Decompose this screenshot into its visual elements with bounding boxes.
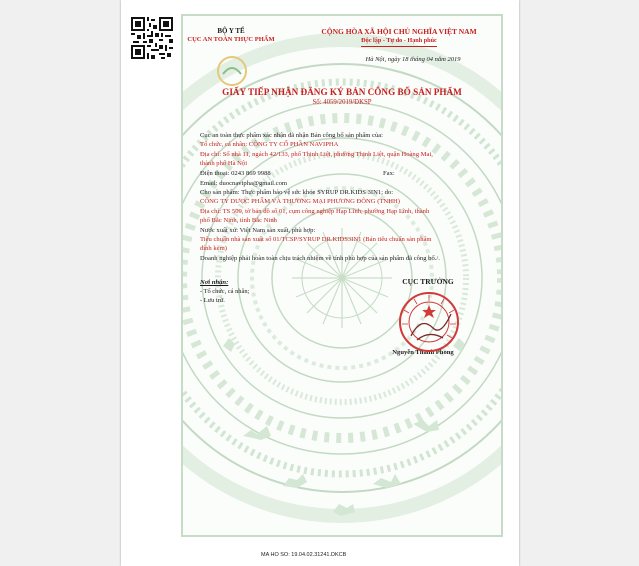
dossier-code: MA HO SO: 19.04.02.31241.DKCB xyxy=(261,552,347,558)
responsibility-statement: Doanh nghiệp phải hoàn toàn chịu trách nhiệm về tính phù hợp của sản phẩm đã công bố./. xyxy=(200,255,440,262)
certificate-frame xyxy=(181,14,503,537)
recipients-label: Nơi nhận: xyxy=(200,279,229,286)
document-number: Số: 4059/2019/ĐKSP xyxy=(312,99,372,106)
manufacturer-address-cont: phố Bắc Ninh, tỉnh Bắc Ninh xyxy=(200,217,277,224)
agency-name: CỤC AN TOÀN THỰC PHẨM xyxy=(187,36,275,43)
fax-number: Fax: xyxy=(383,170,395,177)
date-line: Hà Nội, ngày 18 tháng 04 năm 2019 xyxy=(365,56,461,63)
motto-underline xyxy=(361,46,437,47)
phone-number: Điện thoại: 0243 869 9988 xyxy=(200,170,271,177)
product-standard: Tiêu chuẩn nhà sản xuất số 01/TCSP/SYRUP DR.KIDS3IN1 (Bản tiêu chuẩn sản phẩm xyxy=(200,236,432,243)
national-motto: Độc lập - Tự do - Hạnh phúc xyxy=(361,37,437,44)
email-address: Email: duocnavipha@gmail.com xyxy=(200,180,288,187)
qr-code-icon xyxy=(131,17,173,59)
official-stamp-icon xyxy=(397,290,461,354)
product-standard-cont: đính kèm) xyxy=(200,245,227,252)
ministry-name: BỘ Y TẾ xyxy=(217,27,245,35)
document-page xyxy=(121,0,519,566)
product-line: Cho sản phẩm: Thực phẩm bảo vệ sức khỏe SYRUP DR.KIDS 3IN1; do: xyxy=(200,189,394,196)
organization-name: Tổ chức, cá nhân: CÔNG TY CỔ PHẦN NAVIPHA xyxy=(200,141,339,148)
signer-role: CỤC TRƯỞNG xyxy=(402,277,454,286)
intro-text: Cục an toàn thực phẩm xác nhận đã nhận Bản công bố sản phẩm của: xyxy=(200,132,384,139)
origin-country: Nước xuất xứ: Việt Nam sản xuất, phù hợp: xyxy=(200,227,316,234)
manufacturer-address: Địa chỉ: TS 509, tờ bản đồ số 01, cụm công nghiệp Hạp Lĩnh, phường Hạp Lĩnh, thành xyxy=(200,208,430,215)
organization-address: Địa chỉ: Số nhà 11, ngách 42/133, phố Thịnh Liệt, phường Thịnh Liệt, quận Hoàng Mai, xyxy=(200,151,433,158)
recipient-item: - Tổ chức, cá nhân; xyxy=(200,288,250,295)
signer-name: Nguyễn Thanh Phong xyxy=(392,349,454,356)
recipient-item: - Lưu trữ. xyxy=(200,297,225,304)
manufacturer-name: CÔNG TY DƯỢC PHẨM VÀ THƯƠNG MẠI PHƯƠNG ĐÔNG (TNHH) xyxy=(200,198,400,205)
document-title: GIẤY TIẾP NHẬN ĐĂNG KÝ BẢN CÔNG BỐ SẢN PHẨM xyxy=(222,87,462,97)
country-name: CỘNG HÒA XÃ HỘI CHỦ NGHĨA VIỆT NAM xyxy=(321,27,477,36)
organization-address-cont: thành phố Hà Nội xyxy=(200,160,248,167)
